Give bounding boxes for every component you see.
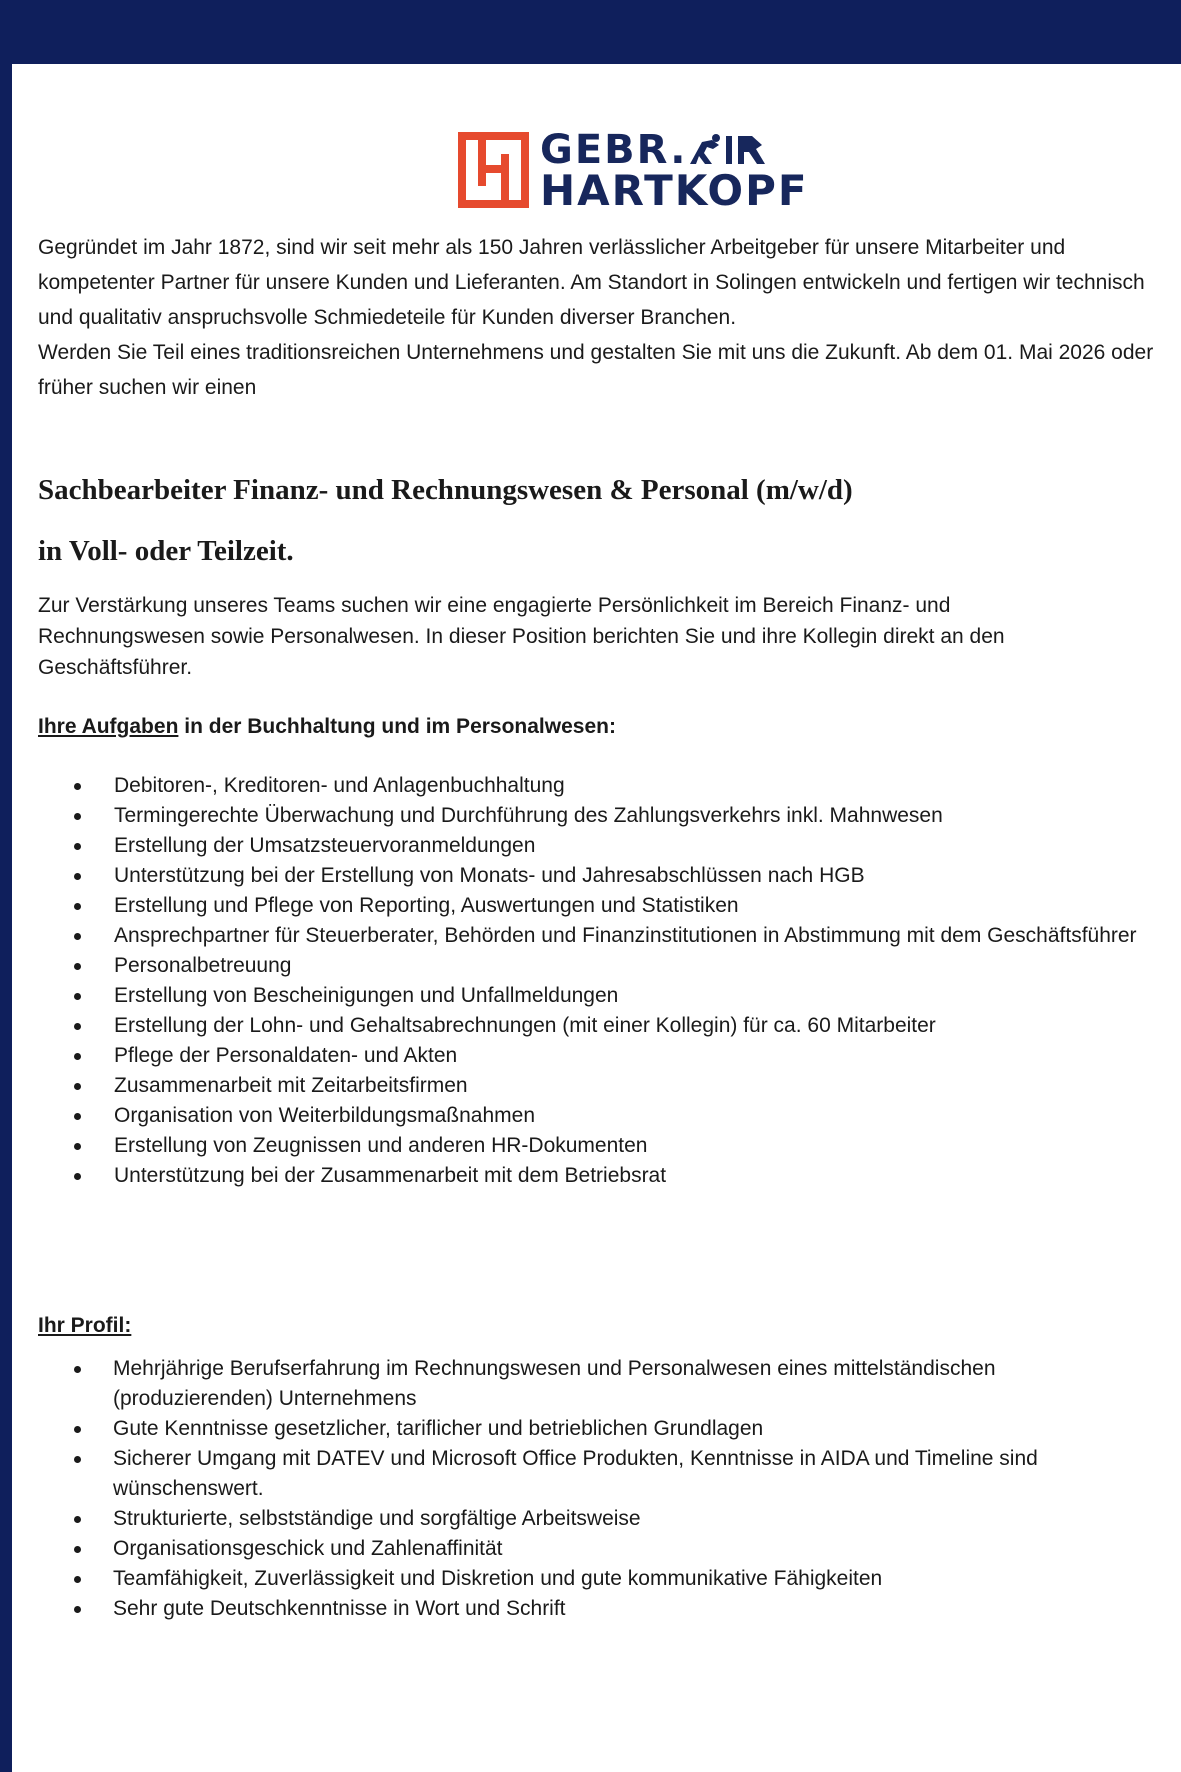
profile-heading-text: Ihr Profil: — [38, 1314, 132, 1337]
list-item: Organisationsgeschick und Zahlenaffinität — [38, 1534, 1148, 1564]
logo-emblem-icon — [686, 133, 770, 167]
list-item: Unterstützung bei der Erstellung von Monats- und Jahresabschlüssen nach HGB — [38, 861, 1148, 891]
tasks-heading-underlined: Ihre Aufgaben — [38, 715, 179, 738]
list-item: Erstellung der Umsatzsteuervoranmeldungen — [38, 831, 1148, 861]
top-frame-bar — [0, 0, 1181, 64]
list-item: Termingerechte Überwachung und Durchführung des Zahlungsverkehrs inkl. Mahnwesen — [38, 801, 1148, 831]
job-subtitle: in Voll- oder Teilzeit. — [38, 535, 294, 567]
list-item: Teamfähigkeit, Zuverlässigkeit und Diskretion und gute kommunikative Fähigkeiten — [38, 1564, 1148, 1594]
list-item: Erstellung und Pflege von Reporting, Auswertungen und Statistiken — [38, 891, 1148, 921]
list-item: Gute Kenntnisse gesetzlicher, tariflicher und betrieblichen Grundlagen — [38, 1414, 1148, 1444]
intro-paragraph-company: Gegründet im Jahr 1872, sind wir seit mehr als 150 Jahren verlässlicher Arbeitgeber für unsere Mitarbeiter und kompetenter Partner für unsere Kunden und Lieferanten. Am Standort in Solingen entwickeln und fertigen wir technisch und qualitativ anspruchsvolle Schmiedeteile für Kunden diverser Branchen. — [38, 236, 1145, 329]
tasks-list — [38, 771, 1148, 1191]
list-item: Pflege der Personaldaten- und Akten — [38, 1041, 1148, 1071]
list-item: Sicherer Umgang mit DATEV und Microsoft Office Produkten, Kenntnisse in AIDA und Timeline sind wünschenswert. — [38, 1444, 1148, 1504]
profile-list — [38, 1354, 1148, 1624]
list-item: Erstellung der Lohn- und Gehaltsabrechnungen (mit einer Kollegin) für ca. 60 Mitarbeiter — [38, 1011, 1148, 1041]
job-posting — [38, 230, 1163, 1620]
list-item: Erstellung von Bescheinigungen und Unfallmeldungen — [38, 981, 1148, 1011]
tasks-heading-rest: in der Buchhaltung und im Personalwesen: — [178, 715, 616, 738]
company-logo — [458, 127, 809, 215]
list-item: Personalbetreuung — [38, 951, 1148, 981]
list-item: Zusammenarbeit mit Zeitarbeitsfirmen — [38, 1071, 1148, 1101]
list-item: Strukturierte, selbstständige und sorgfältige Arbeitsweise — [38, 1504, 1148, 1534]
logo-wordmark-line1: GEBR. — [540, 127, 688, 173]
list-item: Sehr gute Deutschkenntnisse in Wort und Schrift — [38, 1594, 1148, 1624]
logo-wordmark-line2: HARTKOPF — [540, 166, 809, 215]
list-item: Ansprechpartner für Steuerberater, Behörden und Finanzinstitutionen in Abstimmung mit dem Geschäftsführer — [38, 921, 1148, 951]
logo-h-mark-icon — [458, 132, 529, 208]
job-title: Sachbearbeiter Finanz- und Rechnungswesen & Personal (m/w/d) — [38, 474, 853, 506]
lead-paragraph: Zur Verstärkung unseres Teams suchen wir eine engagierte Persönlichkeit im Bereich Finanz- und Rechnungswesen sowie Personalwesen. In dieser Position berichten Sie und ihre Kollegin direkt an den Geschäftsführer. — [38, 594, 1005, 679]
list-item: Debitoren-, Kreditoren- und Anlagenbuchhaltung — [38, 771, 1148, 801]
tasks-heading — [38, 715, 616, 739]
list-item: Erstellung von Zeugnissen und anderen HR-Dokumenten — [38, 1131, 1148, 1161]
profile-heading — [38, 1314, 131, 1338]
list-item: Organisation von Weiterbildungsmaßnahmen — [38, 1101, 1148, 1131]
intro-paragraph-offer: Werden Sie Teil eines traditionsreichen Unternehmens und gestalten Sie mit uns die Zukunft. Ab dem 01. Mai 2026 oder früher suchen wir einen — [38, 341, 1154, 399]
left-frame-bar — [0, 0, 12, 1772]
list-item: Unterstützung bei der Zusammenarbeit mit dem Betriebsrat — [38, 1161, 1148, 1191]
list-item: Mehrjährige Berufserfahrung im Rechnungswesen und Personalwesen eines mittelständischen (produzierenden) Unternehmens — [38, 1354, 1148, 1414]
